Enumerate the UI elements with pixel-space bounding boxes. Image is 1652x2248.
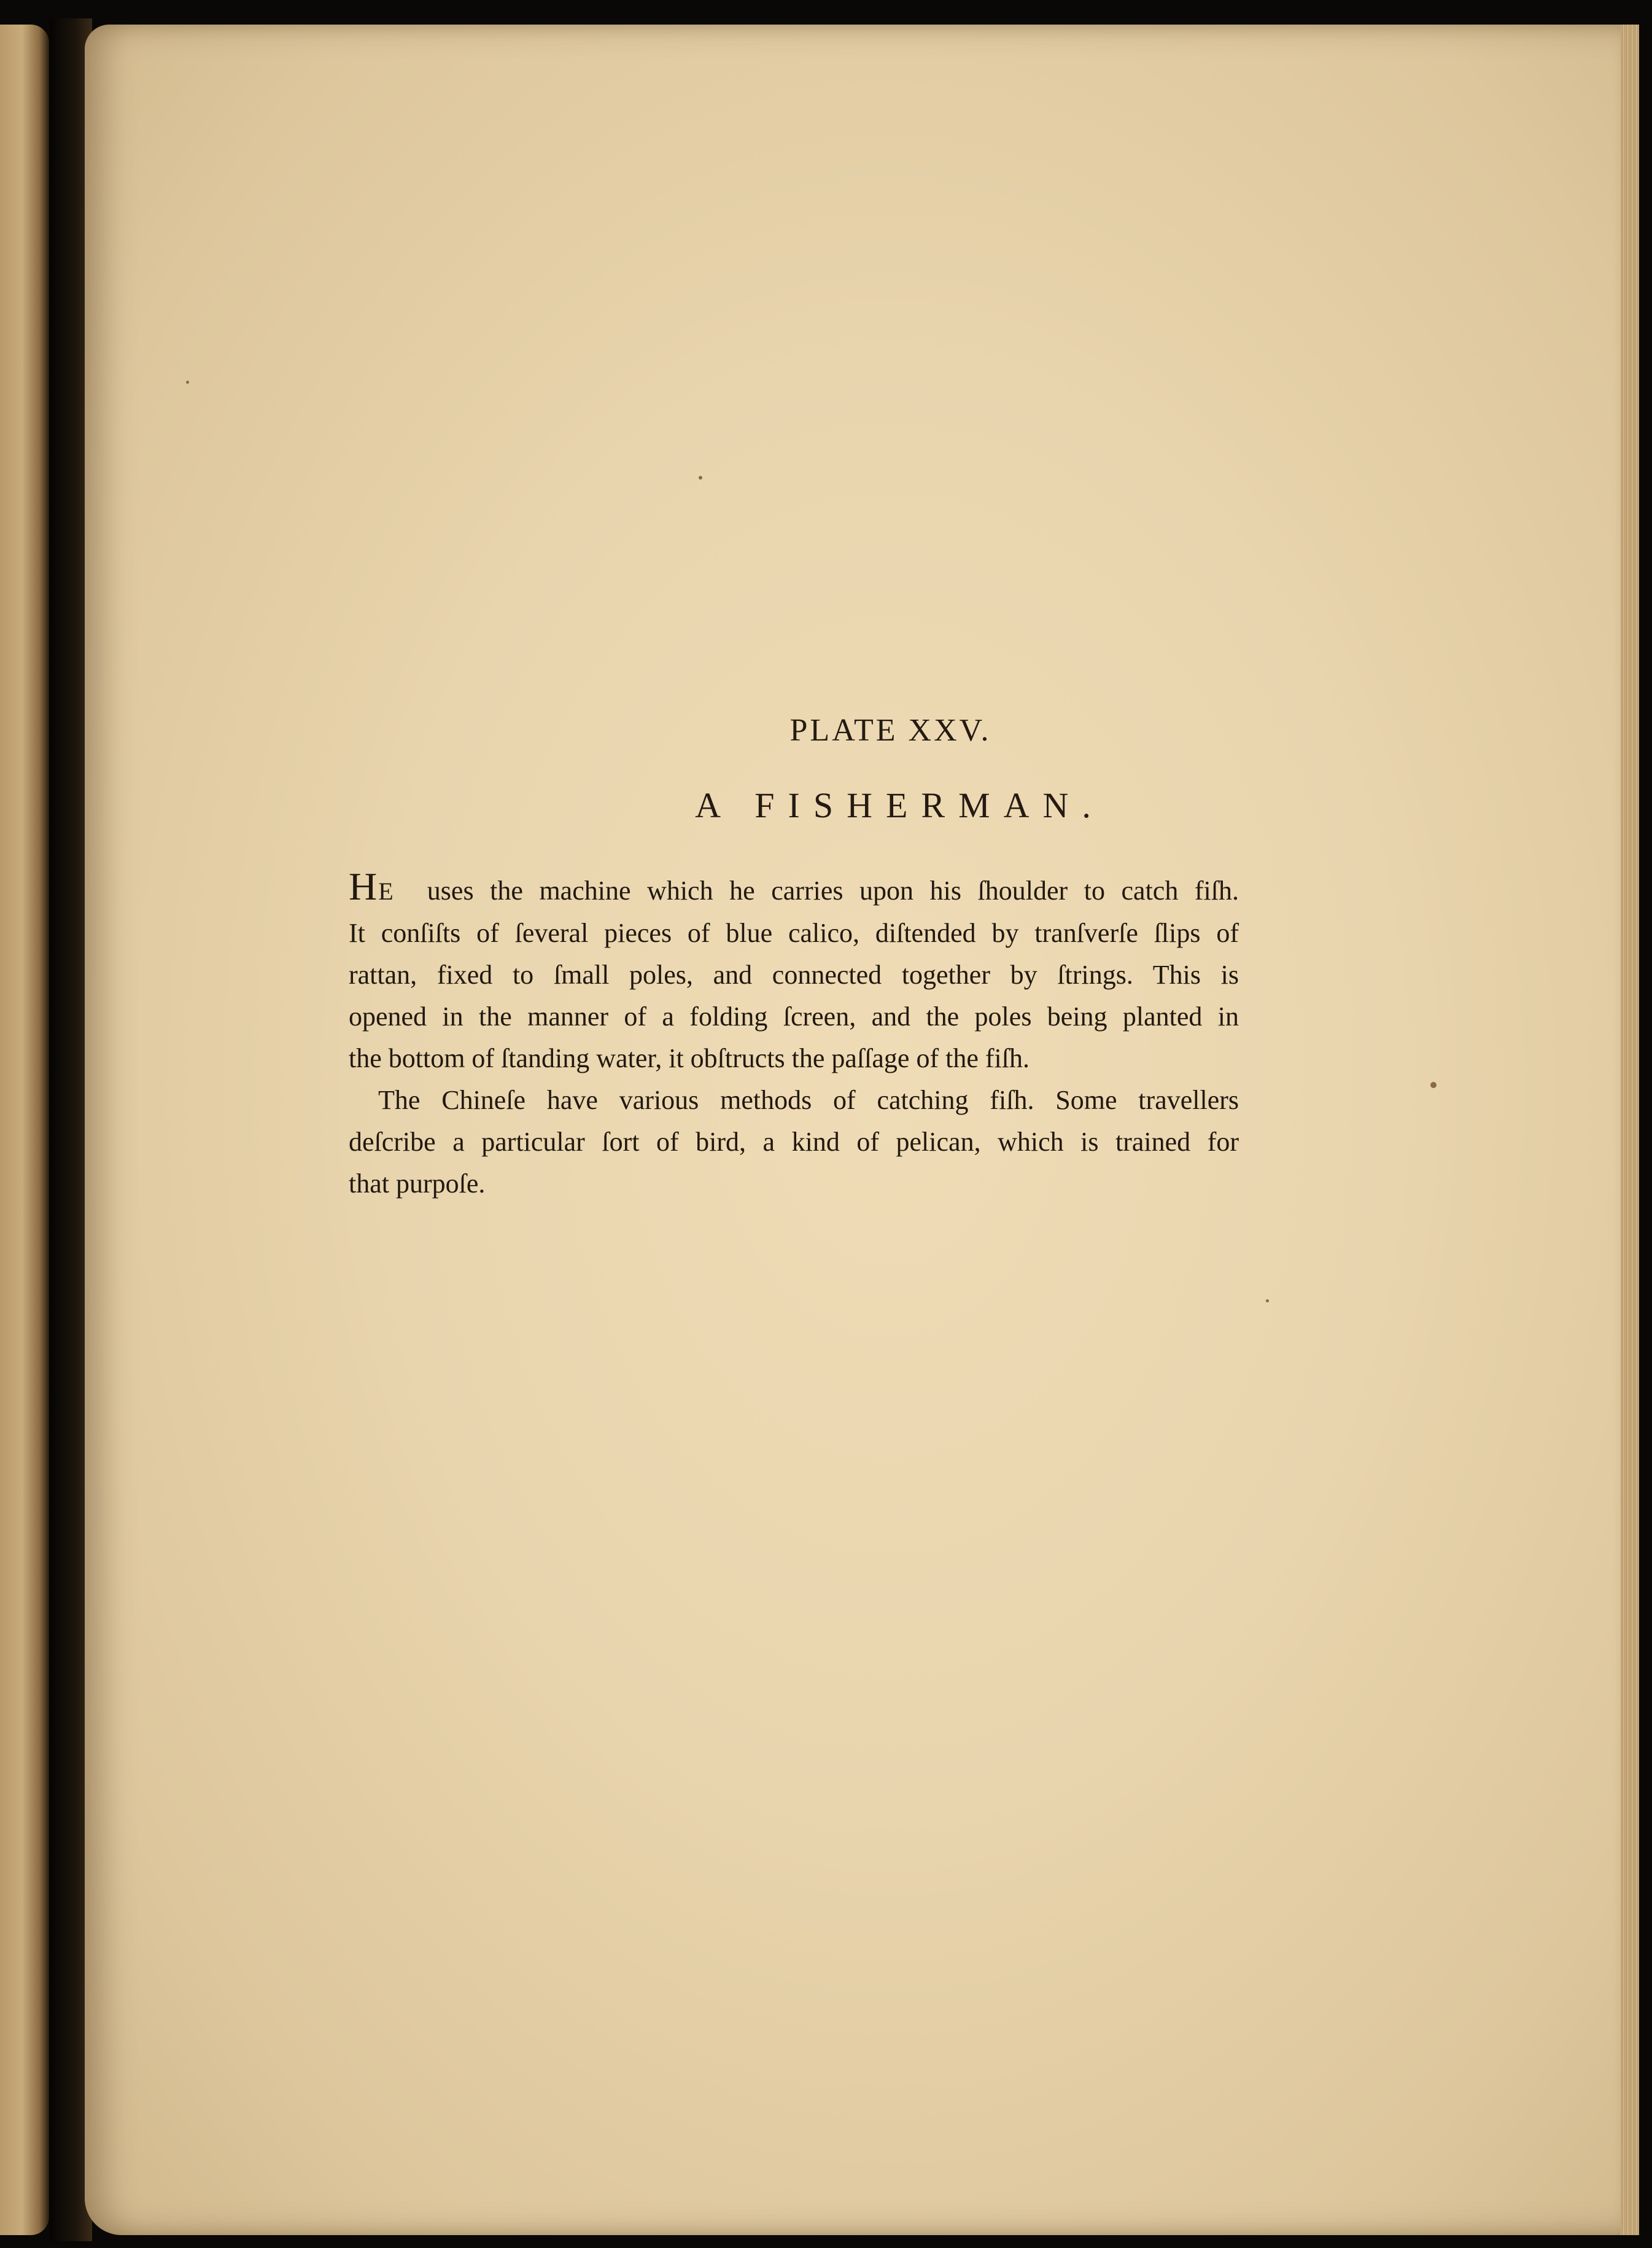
paper-speck (1430, 1082, 1437, 1088)
plate-title: A FISHERMAN. (695, 785, 1104, 825)
text-line: that purpoſe. (349, 1169, 486, 1199)
text-line: It conſiſts of ſeveral pieces of blue calico, diſtended by tranſverſe ſlips of (349, 918, 1239, 948)
paragraph-2 (349, 1079, 1239, 1205)
drop-initial-letter: H (349, 865, 379, 908)
paper-speck (186, 381, 189, 384)
text-line-content: The Chineſe have various methods of catching fiſh. Some travellers (378, 1085, 1239, 1115)
text-line-content: uses the machine which he carries upon his ſhoulder to catch fiſh. (427, 876, 1239, 906)
page-fore-edge (1621, 25, 1639, 2235)
paragraph-1 (349, 866, 1239, 1079)
text-line: opened in the manner of a folding ſcreen, and the poles being planted in (349, 1001, 1239, 1032)
text-line: the bottom of ſtanding water, it obſtructs the paſſage of the fiſh. (349, 1043, 1030, 1073)
plate-number-heading: PLATE XXV. (789, 713, 991, 748)
text-line: rattan, fixed to ſmall poles, and connected together by ſtrings. This is (349, 960, 1239, 990)
text-line: deſcribe a particular ſort of bird, a kind of pelican, which is trained for (349, 1127, 1239, 1157)
drop-initial (349, 865, 395, 908)
paper-speck (699, 476, 702, 480)
plate-description (349, 866, 1239, 1205)
drop-initial-small-letter: E (378, 877, 395, 905)
text-line (349, 866, 1239, 912)
text-line (349, 1079, 1239, 1121)
left-page-edge (0, 25, 49, 2235)
paper-speck (1266, 1299, 1269, 1302)
